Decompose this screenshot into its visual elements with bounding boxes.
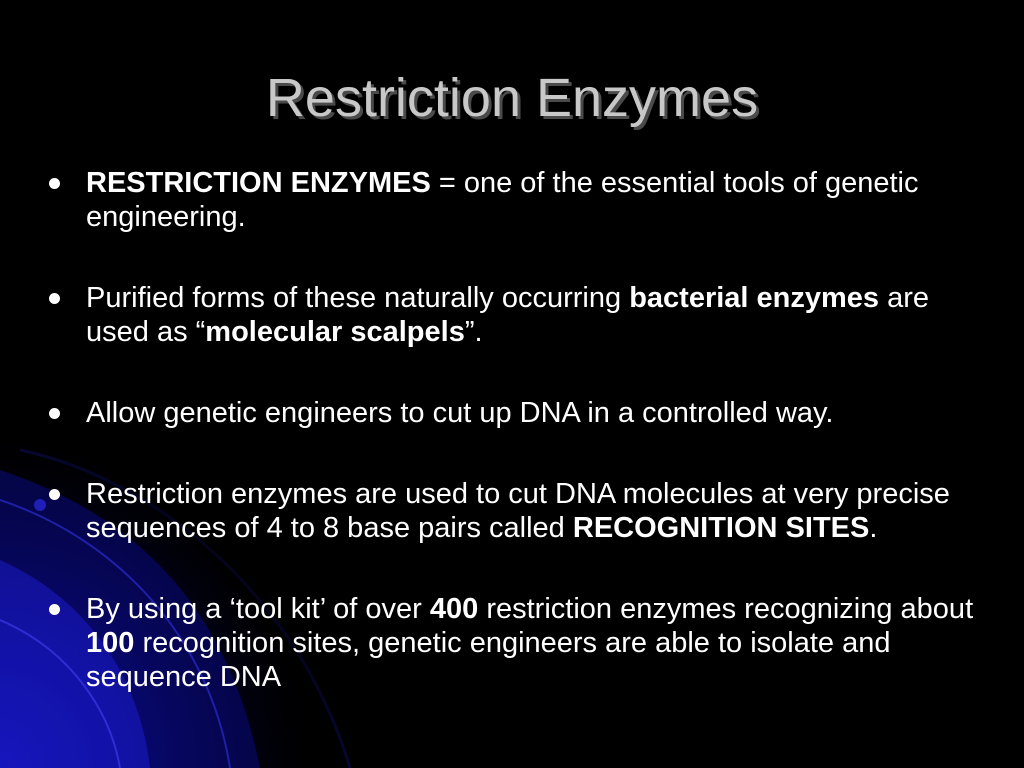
bullet-text-part: Allow genetic engineers to cut up DNA in a controlled way. bbox=[86, 397, 834, 429]
slide-title: Restriction Enzymes bbox=[265, 68, 759, 128]
bullet-text-part: recognition sites, genetic engineers are able to isolate and sequence DNA bbox=[86, 627, 891, 693]
bullet-text-part: are used as “ bbox=[86, 282, 930, 348]
bullet-bold-term: 400 bbox=[429, 593, 479, 625]
bullet-item bbox=[47, 281, 982, 349]
bullet-text-part: restriction enzymes recognizing about bbox=[478, 593, 974, 625]
bullet-text-part: = one of the essential tools of genetic engineering. bbox=[86, 167, 919, 233]
bullet-list bbox=[47, 166, 982, 694]
bullet-item bbox=[47, 166, 982, 234]
bullet-bold-term: 100 bbox=[86, 627, 135, 659]
bullet-text bbox=[86, 167, 919, 233]
bullet-dot-icon bbox=[49, 293, 60, 304]
bullet-text bbox=[86, 478, 950, 544]
bullet-text bbox=[86, 397, 833, 429]
bullet-item bbox=[47, 592, 982, 694]
bullet-dot-icon bbox=[49, 178, 60, 189]
bullet-bold-term: RESTRICTION ENZYMES bbox=[86, 167, 431, 199]
bullet-text-part: . bbox=[869, 512, 878, 544]
bullet-text-part: ”. bbox=[464, 316, 483, 348]
bullet-text-part: By using a ‘tool kit’ of over bbox=[86, 593, 430, 625]
bullet-text-part: Purified forms of these naturally occurring bbox=[86, 282, 630, 314]
bullet-dot-icon bbox=[49, 489, 60, 500]
bullet-text bbox=[86, 593, 973, 693]
bullet-bold-term: RECOGNITION SITES bbox=[572, 512, 870, 544]
bullet-item bbox=[47, 477, 982, 545]
bullet-item bbox=[47, 396, 982, 430]
bullet-bold-term: molecular scalpels bbox=[205, 316, 465, 348]
bullet-dot-icon bbox=[49, 604, 60, 615]
bullet-text-part: Restriction enzymes are used to cut DNA molecules at very precise sequences of 4 to 8 base pairs called bbox=[86, 478, 950, 544]
bullet-dot-icon bbox=[49, 408, 60, 419]
bullet-bold-term: bacterial enzymes bbox=[629, 282, 880, 314]
bullet-text bbox=[86, 282, 929, 348]
